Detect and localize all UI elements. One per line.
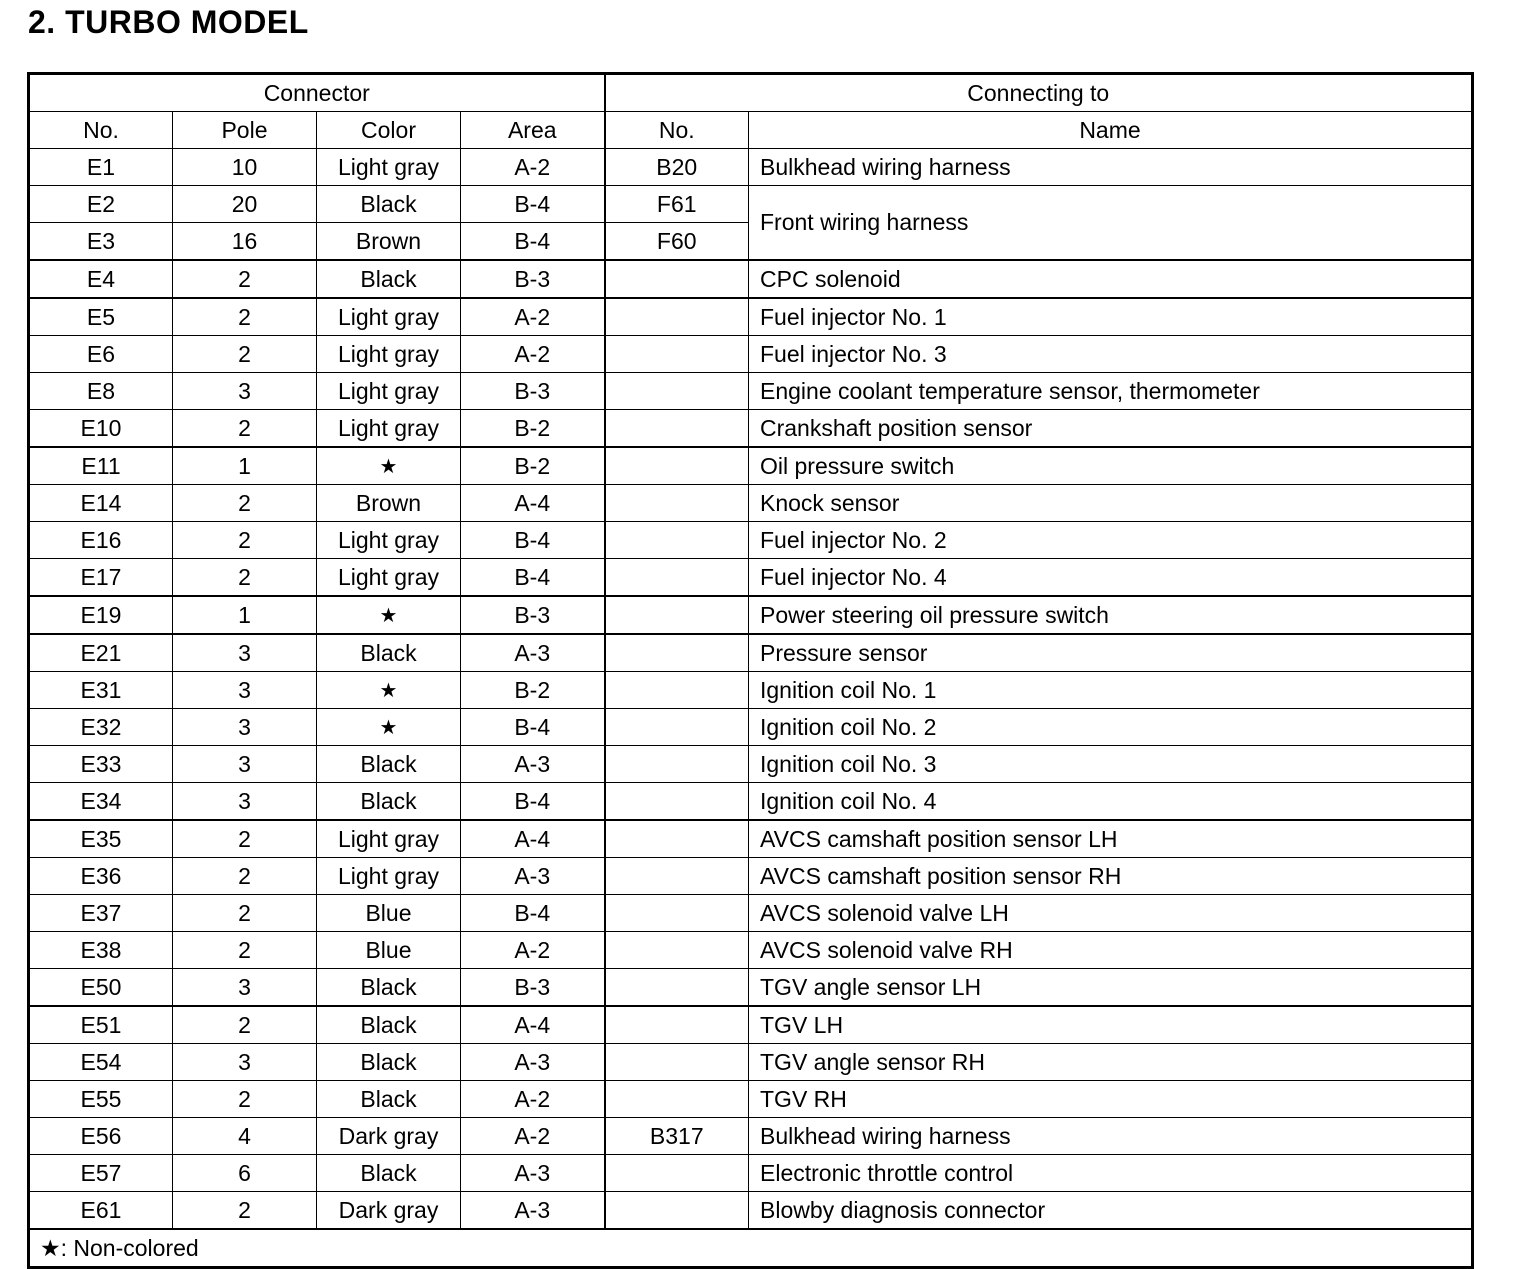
cell-area: A-3 (461, 746, 605, 783)
table-row (29, 149, 1473, 186)
cell-name: Engine coolant temperature sensor, thermometer (749, 373, 1473, 410)
cell-name: AVCS solenoid valve RH (749, 932, 1473, 969)
cell-no: E61 (29, 1192, 173, 1230)
cell-area: B-3 (461, 969, 605, 1007)
cell-no: E6 (29, 336, 173, 373)
cell-no: E17 (29, 559, 173, 597)
cell-area: B-4 (461, 522, 605, 559)
col-header-color: Color (317, 112, 461, 149)
cell-area: A-4 (461, 485, 605, 522)
cell-no: E14 (29, 485, 173, 522)
cell-color: Black (317, 1044, 461, 1081)
cell-no: E5 (29, 298, 173, 336)
cell-to-no (605, 1192, 749, 1230)
table-row (29, 858, 1473, 895)
cell-color: Blue (317, 932, 461, 969)
col-header-no: No. (29, 112, 173, 149)
cell-no: E51 (29, 1006, 173, 1044)
cell-color: Black (317, 186, 461, 223)
cell-area: B-4 (461, 709, 605, 746)
table-row (29, 373, 1473, 410)
cell-area: A-2 (461, 1081, 605, 1118)
cell-color: Black (317, 783, 461, 821)
cell-color: Light gray (317, 336, 461, 373)
cell-area: B-4 (461, 186, 605, 223)
cell-area: B-4 (461, 559, 605, 597)
cell-area: A-2 (461, 336, 605, 373)
cell-to-no (605, 672, 749, 709)
page-title: 2. TURBO MODEL (28, 4, 309, 40)
cell-pole: 3 (173, 746, 317, 783)
cell-no: E3 (29, 223, 173, 261)
cell-pole: 2 (173, 932, 317, 969)
cell-to-no (605, 485, 749, 522)
non-colored-star-icon: ★ (317, 596, 461, 634)
cell-area: B-2 (461, 410, 605, 448)
cell-color: Black (317, 634, 461, 672)
table-row (29, 1044, 1473, 1081)
connector-table (27, 72, 1474, 1269)
table-row (29, 186, 1473, 223)
cell-name: Bulkhead wiring harness (749, 149, 1473, 186)
cell-to-no (605, 1044, 749, 1081)
cell-name: Fuel injector No. 3 (749, 336, 1473, 373)
cell-area: B-3 (461, 373, 605, 410)
cell-pole: 3 (173, 969, 317, 1007)
cell-no: E2 (29, 186, 173, 223)
cell-no: E50 (29, 969, 173, 1007)
cell-to-no (605, 969, 749, 1007)
cell-color: Black (317, 969, 461, 1007)
cell-no: E57 (29, 1155, 173, 1192)
table-row (29, 1081, 1473, 1118)
cell-color: Brown (317, 223, 461, 261)
cell-color: Light gray (317, 373, 461, 410)
cell-no: E10 (29, 410, 173, 448)
cell-area: A-3 (461, 1044, 605, 1081)
cell-pole: 10 (173, 149, 317, 186)
cell-area: B-4 (461, 223, 605, 261)
group-header-connector: Connector (29, 74, 605, 112)
cell-name: Ignition coil No. 4 (749, 783, 1473, 821)
cell-pole: 3 (173, 783, 317, 821)
cell-name: TGV LH (749, 1006, 1473, 1044)
table-row (29, 298, 1473, 336)
cell-area: A-4 (461, 1006, 605, 1044)
col-header-name: Name (749, 112, 1473, 149)
group-header-connecting-to: Connecting to (605, 74, 1473, 112)
cell-to-no (605, 447, 749, 485)
cell-color: Dark gray (317, 1118, 461, 1155)
cell-name: Ignition coil No. 3 (749, 746, 1473, 783)
cell-pole: 20 (173, 186, 317, 223)
cell-to-no (605, 298, 749, 336)
table-row (29, 447, 1473, 485)
cell-to-no (605, 596, 749, 634)
cell-to-no: F61 (605, 186, 749, 223)
cell-color: Black (317, 1081, 461, 1118)
cell-pole: 2 (173, 485, 317, 522)
cell-name: Electronic throttle control (749, 1155, 1473, 1192)
cell-pole: 2 (173, 522, 317, 559)
cell-no: E55 (29, 1081, 173, 1118)
cell-pole: 1 (173, 596, 317, 634)
cell-color: Light gray (317, 149, 461, 186)
cell-to-no (605, 709, 749, 746)
footnote-row (29, 1229, 1473, 1268)
cell-no: E16 (29, 522, 173, 559)
table-row (29, 1155, 1473, 1192)
non-colored-star-icon: ★ (317, 672, 461, 709)
cell-name: CPC solenoid (749, 260, 1473, 298)
table-row (29, 672, 1473, 709)
cell-to-no (605, 1006, 749, 1044)
cell-pole: 1 (173, 447, 317, 485)
cell-to-no: B20 (605, 149, 749, 186)
cell-pole: 2 (173, 559, 317, 597)
cell-pole: 2 (173, 858, 317, 895)
table-row (29, 559, 1473, 597)
cell-pole: 2 (173, 1006, 317, 1044)
cell-pole: 4 (173, 1118, 317, 1155)
cell-no: E11 (29, 447, 173, 485)
cell-area: A-2 (461, 149, 605, 186)
cell-name: Blowby diagnosis connector (749, 1192, 1473, 1230)
cell-no: E8 (29, 373, 173, 410)
cell-pole: 2 (173, 1081, 317, 1118)
cell-name: Ignition coil No. 1 (749, 672, 1473, 709)
cell-no: E54 (29, 1044, 173, 1081)
cell-area: B-3 (461, 596, 605, 634)
cell-to-no (605, 783, 749, 821)
table-row (29, 336, 1473, 373)
cell-no: E36 (29, 858, 173, 895)
cell-pole: 3 (173, 373, 317, 410)
cell-no: E56 (29, 1118, 173, 1155)
table-row (29, 895, 1473, 932)
table-row (29, 485, 1473, 522)
cell-color: Light gray (317, 858, 461, 895)
cell-pole: 2 (173, 298, 317, 336)
table-row (29, 746, 1473, 783)
table-row (29, 1192, 1473, 1230)
col-header-pole: Pole (173, 112, 317, 149)
cell-name: Pressure sensor (749, 634, 1473, 672)
table-row (29, 634, 1473, 672)
cell-pole: 2 (173, 1192, 317, 1230)
cell-pole: 2 (173, 336, 317, 373)
cell-pole: 3 (173, 709, 317, 746)
cell-pole: 2 (173, 895, 317, 932)
cell-to-no: F60 (605, 223, 749, 261)
cell-color: Blue (317, 895, 461, 932)
cell-area: A-2 (461, 298, 605, 336)
cell-no: E21 (29, 634, 173, 672)
cell-color: Black (317, 746, 461, 783)
cell-pole: 3 (173, 634, 317, 672)
cell-area: A-3 (461, 634, 605, 672)
cell-area: B-4 (461, 783, 605, 821)
cell-no: E31 (29, 672, 173, 709)
table-row (29, 820, 1473, 858)
cell-no: E19 (29, 596, 173, 634)
table-row (29, 596, 1473, 634)
cell-name: TGV angle sensor RH (749, 1044, 1473, 1081)
non-colored-star-icon: ★ (317, 447, 461, 485)
cell-to-no: B317 (605, 1118, 749, 1155)
cell-to-no (605, 932, 749, 969)
cell-color: Light gray (317, 410, 461, 448)
col-header-area: Area (461, 112, 605, 149)
cell-to-no (605, 559, 749, 597)
cell-name: Front wiring harness (749, 186, 1473, 261)
cell-no: E4 (29, 260, 173, 298)
cell-color: Dark gray (317, 1192, 461, 1230)
cell-no: E32 (29, 709, 173, 746)
cell-color: Black (317, 260, 461, 298)
cell-pole: 6 (173, 1155, 317, 1192)
table-row (29, 783, 1473, 821)
cell-color: Black (317, 1155, 461, 1192)
cell-name: Ignition coil No. 2 (749, 709, 1473, 746)
non-colored-star-icon: ★ (317, 709, 461, 746)
cell-name: Bulkhead wiring harness (749, 1118, 1473, 1155)
cell-color: Light gray (317, 559, 461, 597)
cell-area: A-3 (461, 858, 605, 895)
cell-name: AVCS solenoid valve LH (749, 895, 1473, 932)
cell-to-no (605, 410, 749, 448)
cell-area: B-3 (461, 260, 605, 298)
cell-color: Light gray (317, 522, 461, 559)
cell-no: E35 (29, 820, 173, 858)
cell-name: Fuel injector No. 4 (749, 559, 1473, 597)
cell-color: Light gray (317, 298, 461, 336)
cell-color: Black (317, 1006, 461, 1044)
table-row (29, 1006, 1473, 1044)
table-row (29, 709, 1473, 746)
cell-name: AVCS camshaft position sensor RH (749, 858, 1473, 895)
cell-pole: 2 (173, 260, 317, 298)
cell-name: Oil pressure switch (749, 447, 1473, 485)
table-row (29, 260, 1473, 298)
cell-to-no (605, 858, 749, 895)
cell-area: A-3 (461, 1192, 605, 1230)
cell-area: A-2 (461, 1118, 605, 1155)
cell-pole: 16 (173, 223, 317, 261)
cell-to-no (605, 260, 749, 298)
cell-area: B-2 (461, 447, 605, 485)
cell-color: Brown (317, 485, 461, 522)
table-row (29, 1118, 1473, 1155)
cell-to-no (605, 1081, 749, 1118)
column-header-row (29, 112, 1473, 149)
cell-to-no (605, 1155, 749, 1192)
cell-to-no (605, 522, 749, 559)
cell-name: AVCS camshaft position sensor LH (749, 820, 1473, 858)
cell-to-no (605, 634, 749, 672)
cell-color: Light gray (317, 820, 461, 858)
cell-to-no (605, 336, 749, 373)
cell-to-no (605, 373, 749, 410)
cell-to-no (605, 820, 749, 858)
cell-no: E37 (29, 895, 173, 932)
table-row (29, 522, 1473, 559)
cell-name: TGV RH (749, 1081, 1473, 1118)
table-row (29, 932, 1473, 969)
cell-to-no (605, 746, 749, 783)
cell-name: Crankshaft position sensor (749, 410, 1473, 448)
table-row (29, 410, 1473, 448)
footnote: ★: Non-colored (29, 1229, 1473, 1268)
cell-pole: 3 (173, 672, 317, 709)
cell-no: E33 (29, 746, 173, 783)
cell-name: Fuel injector No. 1 (749, 298, 1473, 336)
cell-to-no (605, 895, 749, 932)
cell-pole: 2 (173, 410, 317, 448)
cell-pole: 3 (173, 1044, 317, 1081)
cell-name: Power steering oil pressure switch (749, 596, 1473, 634)
cell-area: A-2 (461, 932, 605, 969)
cell-area: B-4 (461, 895, 605, 932)
cell-name: Knock sensor (749, 485, 1473, 522)
cell-name: Fuel injector No. 2 (749, 522, 1473, 559)
cell-no: E38 (29, 932, 173, 969)
group-header-row (29, 74, 1473, 112)
cell-area: A-4 (461, 820, 605, 858)
cell-area: B-2 (461, 672, 605, 709)
cell-pole: 2 (173, 820, 317, 858)
cell-area: A-3 (461, 1155, 605, 1192)
table-row (29, 969, 1473, 1007)
cell-no: E34 (29, 783, 173, 821)
cell-name: TGV angle sensor LH (749, 969, 1473, 1007)
cell-no: E1 (29, 149, 173, 186)
col-header-to-no: No. (605, 112, 749, 149)
